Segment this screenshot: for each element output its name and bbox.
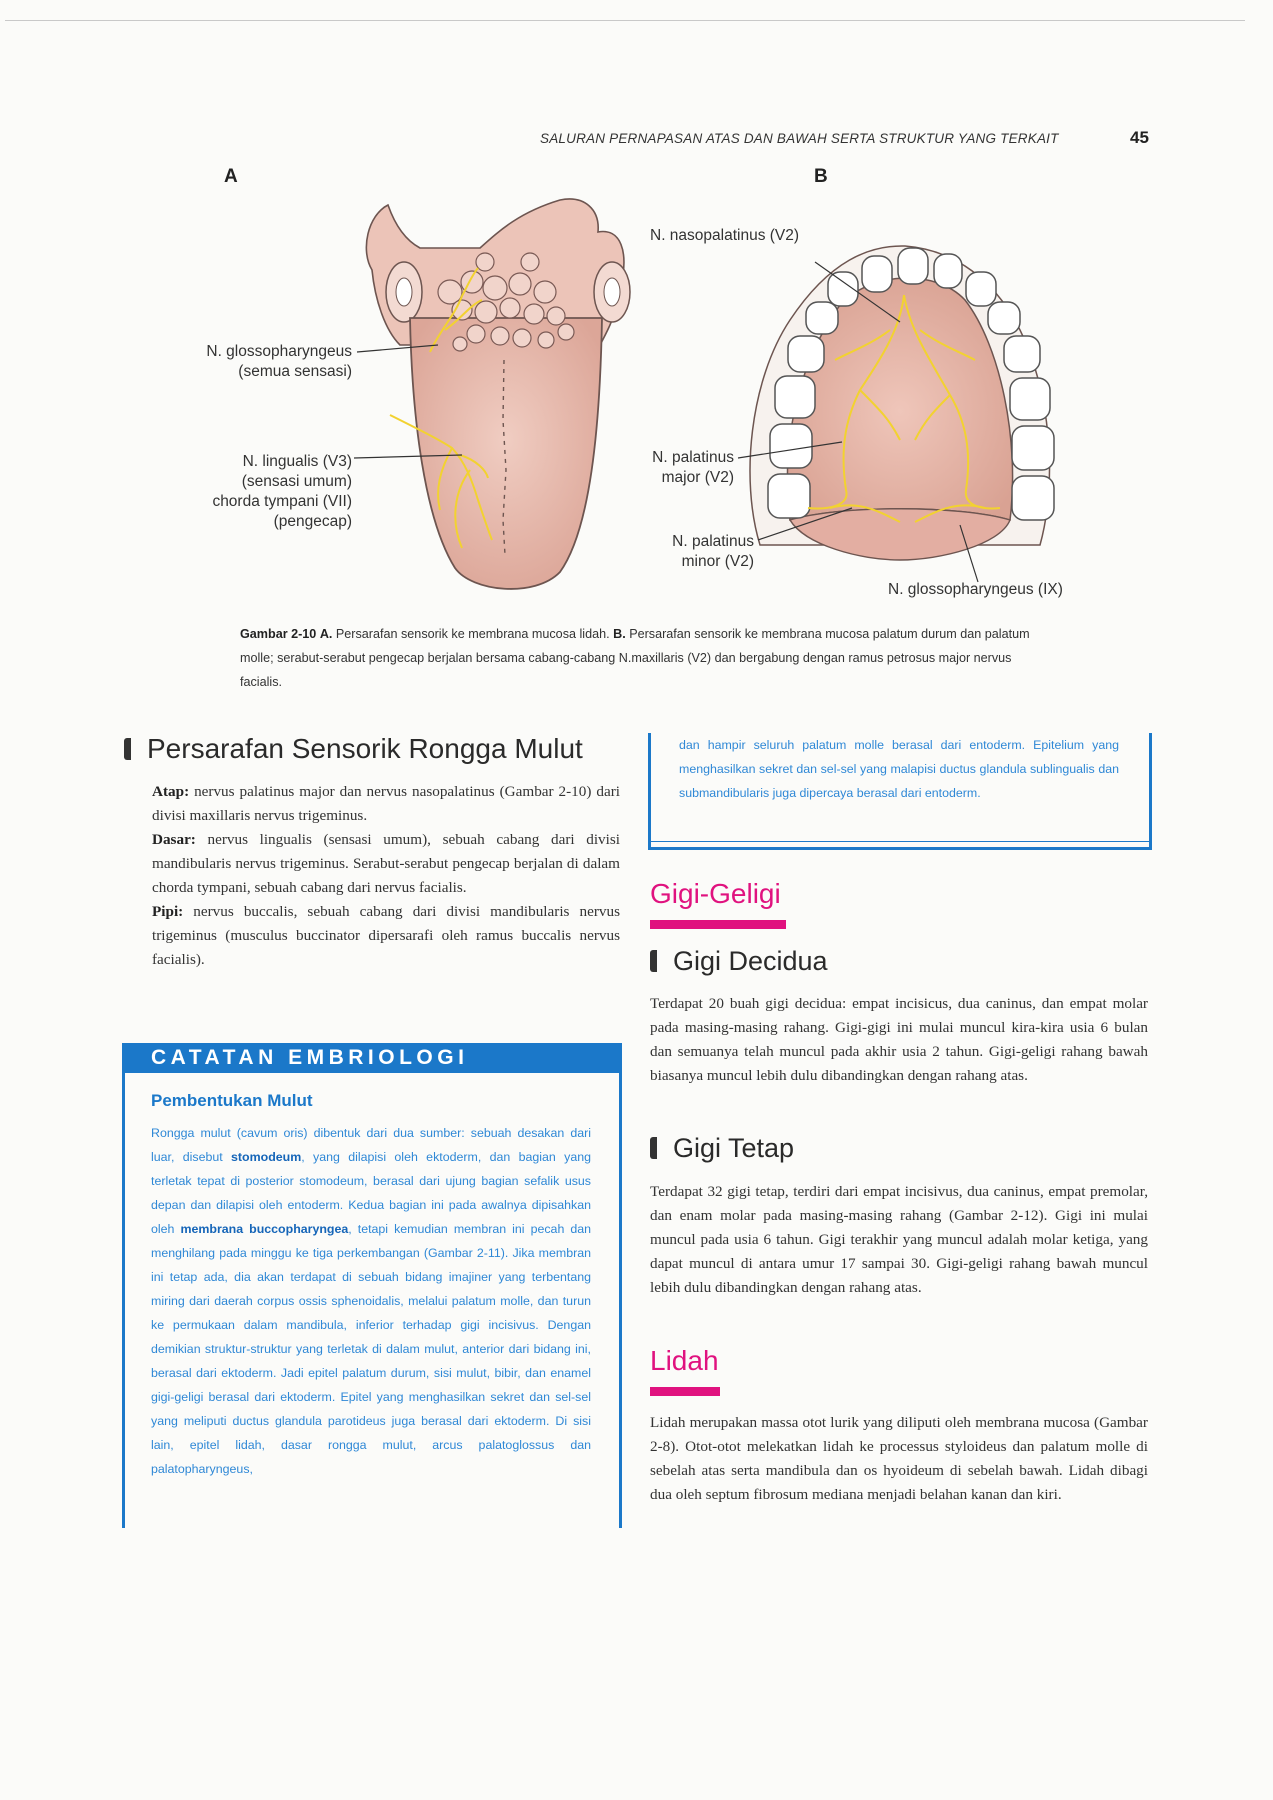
- sensorik-paragraphs: Atap: nervus palatinus major dan nervus nasopalatinus (Gambar 2-10) dari divisi maxillaris nervus trigeminus. Dasar: nervus lingualis (sensasi umum), sebuah cabang dari divisi mandibularis nervus trigeminus. Serabut-serabut pengecap berjalan di dalam chorda tympani, sebuah cabang dari nervus facialis. Pipi: nervus buccalis, sebuah cabang dari divisi mandibularis nervus trigeminus (musculus buccinator dipersarafi oleh ramus buccalis nervus facialis).: [152, 783, 620, 968]
- gigi-decidua-paragraph: Terdapat 20 buah gigi decidua: empat incisicus, dua caninus, dan empat molar pada masing-masing rahang. Gigi-gigi ini mulai muncul kira-kira usia 6 bulan dan semuanya telah muncul pada akhir usia 2 tahun. Gigi-geligi rahang bawah biasanya muncul lebih dulu dibandingkan dengan rahang atas.: [650, 995, 1148, 1084]
- lidah-paragraph: Lidah merupakan massa otot lurik yang diliputi oleh membrana mucosa (Gambar 2-8). Otot-otot melekatkan lidah ke processus styloideus dan palatum molle di sebelah atas serta mandibula dan os hyoideum di sebelah bawah. Lidah dibagi dua oleh septum fibrosum mediana menjadi belahan kanan dan kiri.: [650, 1414, 1148, 1503]
- panel-b-letter: B: [814, 166, 828, 187]
- heading-persarafan-sensorik: Persarafan Sensorik Rongga Mulut: [124, 733, 583, 765]
- embryology-continuation-box: [648, 733, 1152, 850]
- label-lingualis: N. lingualis (V3) (sensasi umum) chorda tympani (VII) (pengecap): [212, 453, 352, 530]
- gigi-geligi-underline: [650, 920, 786, 929]
- label-glossopharyngeus-a: N. glossopharyngeus (semua sensasi): [206, 343, 352, 380]
- embryology-text: Rongga mulut (cavum oris) dibentuk dari dua sumber: sebuah desakan dari luar, disebut stomodeum, yang dilapisi oleh ektoderm, dan bagian yang terletak tepat di posterior stomodeum, berasal dari ujung bagian sefalik usus depan dan dilapisi oleh entoderm. Kedua bagian ini pada awalnya dipisahkan oleh membrana buccopharyngea, tetapi kemudian membran ini pecah dan menghilang pada minggu ke tiga perkembangan (Gambar 2-11). Jika membran ini tetap ada, dia akan terdapat di sebuah bidang imajiner yang terbentang miring dari daerah corpus ossis sphenoidalis, melalui palatum molle, dan turun ke permukaan dalam mandibula, inferior terhadap gigi incisivus. Dengan demikian struktur-struktur yang terletak di dalam mulut, anterior dari bidang ini, berasal dari ektoderm. Jadi epitel palatum durum, sisi mulut, bibir, dan enamel gigi-geligi berasal dari ektoderm. Epitel yang menghasilkan sekret dan sel-sel yang meliputi ductus glandula parotideus juga berasal dari ektoderm. Di sisi lain, epitel lidah, dasar rongga mulut, arcus palatoglossus dan palatopharyngeus,: [151, 1126, 592, 1476]
- lidah-underline: [650, 1387, 720, 1396]
- label-nasopalatinus: N. nasopalatinus (V2): [650, 227, 800, 244]
- embryology-box-title: CATATAN EMBRIOLOGI: [125, 1043, 619, 1073]
- palate-diagram: [738, 246, 1054, 582]
- heading-gigi-geligi: Gigi-Geligi: [650, 878, 781, 909]
- figure-caption: Gambar 2-10 A. Persarafan sensorik ke membrana mucosa lidah. B. Persarafan sensorik ke membrana mucosa palatum durum dan palatum molle; serabut-serabut pengecap berjalan bersama cabang-cabang N.maxillaris (V2) dan bergabung dengan ramus petrosus major nervus facialis.: [240, 627, 1030, 689]
- tongue-body: [410, 318, 602, 589]
- label-palatinus-minor: N. palatinus minor (V2): [672, 533, 754, 570]
- soft-palate: [790, 509, 1010, 560]
- label-glossopharyngeus-ix: N. glossopharyngeus (IX): [888, 581, 1063, 598]
- heading-bullet: [650, 1137, 657, 1159]
- tongue-diagram: [354, 199, 630, 589]
- embryology-note-box: [122, 1043, 622, 1528]
- heading-bullet: [650, 950, 657, 972]
- gigi-tetap-paragraph: Terdapat 32 gigi tetap, terdiri dari empat incisivus, dua caninus, empat premolar, dan enam molar pada masing-masing rahang (Gambar 2-12). Gigi ini mulai muncul pada usia 6 tahun. Gigi terakhir yang muncul adalah molar ketiga, yang dapat muncul di antara umur 17 sampai 30. Gigi-geligi rahang bawah muncul lebih dulu dibandingkan dengan rahang atas.: [650, 1183, 1148, 1296]
- heading-gigi-decidua: Gigi Decidua: [650, 946, 828, 977]
- embryology-subtitle: Pembentukan Mulut: [151, 1091, 313, 1110]
- panel-a-letter: A: [224, 166, 238, 187]
- label-palatinus-major: N. palatinus major (V2): [652, 449, 734, 486]
- continuation-inner-rule: [651, 841, 1149, 842]
- heading-bullet: [124, 738, 131, 760]
- heading-lidah: Lidah: [650, 1345, 719, 1376]
- running-title: SALURAN PERNAPASAN ATAS DAN BAWAH SERTA STRUKTUR YANG TERKAIT: [540, 131, 1059, 146]
- page-number: 45: [1130, 128, 1149, 147]
- heading-gigi-tetap: Gigi Tetap: [650, 1133, 794, 1164]
- embryology-continuation-text: dan hampir seluruh palatum molle berasal dari entoderm. Epitelium yang menghasilkan sekret dan sel-sel yang malapisi ductus glandula sublingualis dan submandibularis juga dipercaya berasal dari entoderm.: [679, 738, 1119, 800]
